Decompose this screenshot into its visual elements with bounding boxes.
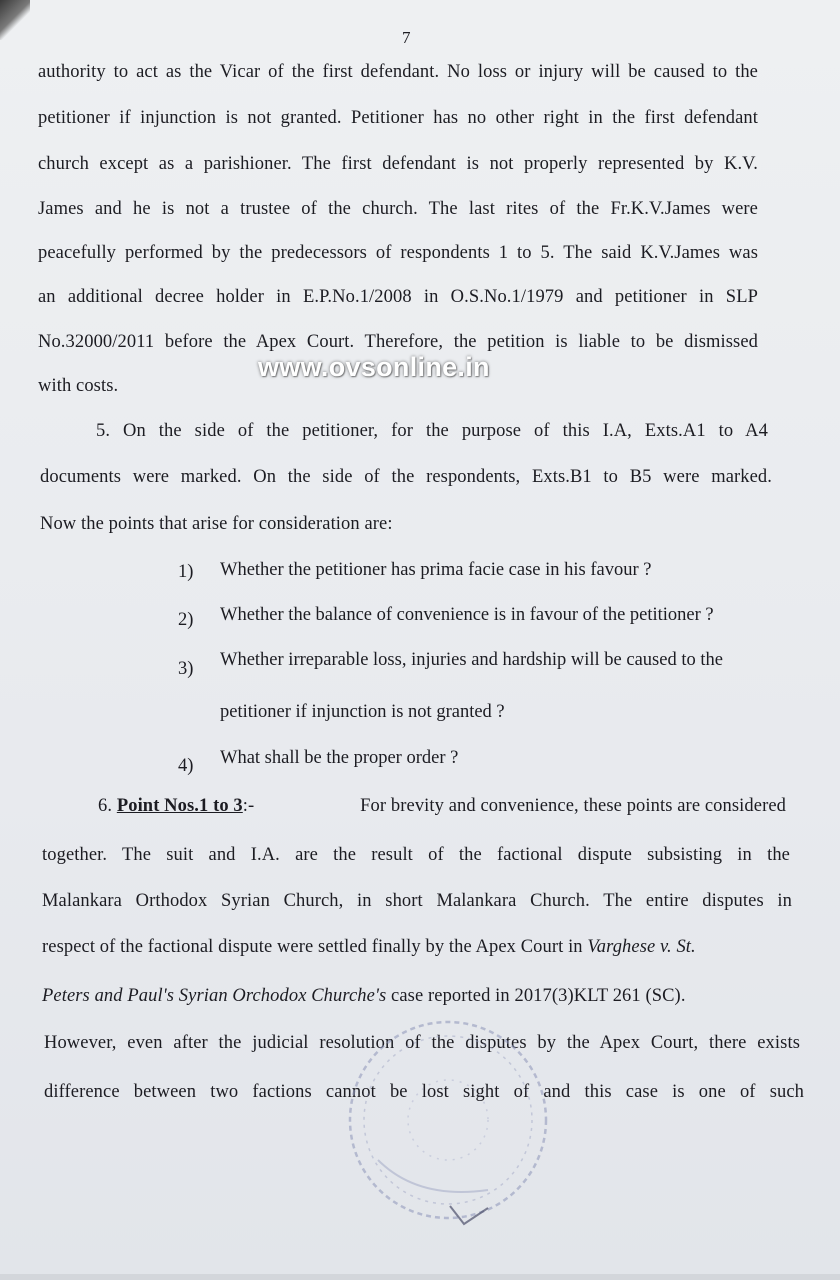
body-line: No.32000/2011 before the Apex Court. Therefore, the petition is liable to be dismissed <box>38 332 758 352</box>
list-item: Whether the petitioner has prima facie case in his favour ? <box>220 560 652 580</box>
paragraph-number: 6. <box>98 796 113 816</box>
list-number: 1) <box>178 562 194 582</box>
list-number: 3) <box>178 659 194 679</box>
list-number: 2) <box>178 610 194 630</box>
body-line: James and he is not a trustee of the church. The last rites of the Fr.K.V.James were <box>38 199 758 219</box>
case-name: Varghese v. St. <box>587 937 696 957</box>
body-text: case reported in 2017(3)KLT 261 (SC). <box>386 986 686 1006</box>
folded-corner <box>0 0 30 40</box>
body-text: For brevity and convenience, these points are considered <box>360 796 786 816</box>
list-item-continuation: petitioner if injunction is not granted ? <box>220 702 505 722</box>
list-item: Whether the balance of convenience is in favour of the petitioner ? <box>220 605 714 625</box>
body-line: peacefully performed by the predecessors of respondents 1 to 5. The said K.V.James was <box>38 243 758 263</box>
court-seal-stamp <box>338 1010 558 1230</box>
body-line: authority to act as the Vicar of the first defendant. No loss or injury will be caused to the <box>38 62 758 82</box>
body-line-with-case <box>42 986 802 1007</box>
list-number: 4) <box>178 756 194 776</box>
body-line: 5. On the side of the petitioner, for the purpose of this I.A, Exts.A1 to A4 <box>96 421 768 441</box>
paragraph-6-first-line <box>98 796 786 817</box>
body-line: church except as a parishioner. The first defendant is not properly represented by K.V. <box>38 154 758 174</box>
case-name: Peters and Paul's Syrian Orchodox Churche's <box>42 986 387 1006</box>
body-line: together. The suit and I.A. are the result of the factional dispute subsisting in the <box>42 845 790 865</box>
body-line-with-case <box>42 937 802 958</box>
body-line: documents were marked. On the side of the respondents, Exts.B1 to B5 were marked. <box>40 467 772 487</box>
heading-suffix: :- <box>242 796 255 816</box>
body-line: difference between two factions cannot be lost sight of and this case is one of such <box>44 1082 804 1102</box>
body-line: an additional decree holder in E.P.No.1/2008 in O.S.No.1/1979 and petitioner in SLP <box>38 287 758 307</box>
list-item: What shall be the proper order ? <box>220 748 459 768</box>
watermark: www.ovsonline.in <box>258 352 490 382</box>
page-number: 7 <box>402 28 411 47</box>
body-line: However, even after the judicial resolution of the disputes by the Apex Court, there exists <box>44 1033 800 1053</box>
body-line: Malankara Orthodox Syrian Church, in short Malankara Church. The entire disputes in <box>42 891 792 911</box>
body-line: with costs. <box>38 376 119 396</box>
body-text: respect of the factional dispute were settled finally by the Apex Court in <box>42 937 588 957</box>
body-line: Now the points that arise for consideration are: <box>40 514 393 534</box>
page-bottom-edge <box>0 1274 840 1280</box>
body-line: petitioner if injunction is not granted. Petitioner has no other right in the first defendant <box>38 108 758 128</box>
point-heading: Point Nos.1 to 3 <box>116 796 243 816</box>
list-item: Whether irreparable loss, injuries and hardship will be caused to the <box>220 650 723 670</box>
paragraph-heading <box>98 796 254 817</box>
